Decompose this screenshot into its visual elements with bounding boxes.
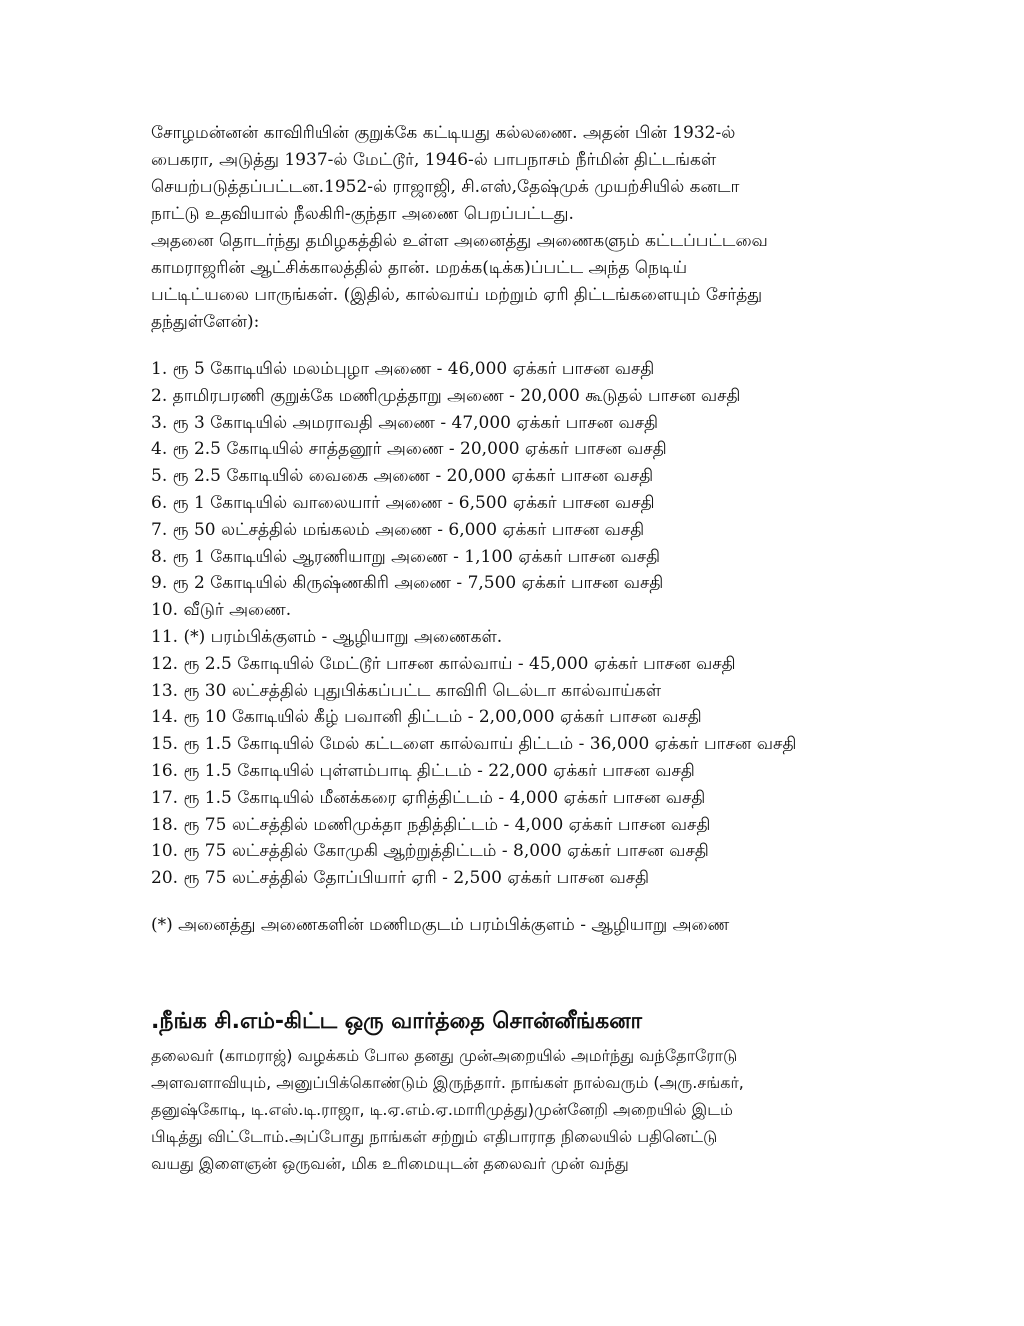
list-item: 14. ரூ 10 கோடியில் கீழ் பவானி திட்டம் - 2,00,000 ஏக்கர் பாசன வசதி [151, 707, 702, 728]
intro-line: தந்துள்ளேன்): [151, 312, 260, 332]
list-item: 10. ரூ 75 லட்சத்தில் கோமுகி ஆற்றுத்திட்டம் - 8,000 ஏக்கர் பாசன வசதி [151, 841, 709, 862]
section-heading: .நீங்க சி.எம்-கிட்ட ஒரு வார்த்தை சொன்னீங்கனா [151, 1008, 643, 1034]
intro-line: பட்டிட்யலை பாருங்கள். (இதில், கால்வாய் மற்றும் ஏரி திட்டங்களையும் சேர்த்து [151, 285, 763, 305]
list-item: 4. ரூ 2.5 கோடியில் சாத்தனூர் அணை - 20,000 ஏக்கர் பாசன வசதி [151, 439, 667, 460]
list-item: 7. ரூ 50 லட்சத்தில் மங்கலம் அணை - 6,000 ஏக்கர் பாசன வசதி [151, 519, 645, 540]
list-item: 16. ரூ 1.5 கோடியில் புள்ளம்பாடி திட்டம் - 22,000 ஏக்கர் பாசன வசதி [151, 760, 695, 781]
list-item: 8. ரூ 1 கோடியில் ஆரணியாறு அணை - 1,100 ஏக்கர் பாசன வசதி [151, 546, 661, 567]
list-item: 10. வீடுர் அணை. [151, 600, 292, 621]
section-line: அளவளாவியும், அனுப்பிக்கொண்டும் இருந்தார். நாங்கள் நால்வரும் (அரு.சங்கர், [151, 1072, 744, 1092]
list-item: 6. ரூ 1 கோடியில் வாலையார் அணை - 6,500 ஏக்கர் பாசன வசதி [151, 492, 655, 513]
list-item: 20. ரூ 75 லட்சத்தில் தோப்பியார் ஏரி - 2,500 ஏக்கர் பாசன வசதி [151, 868, 650, 889]
list-item: 11. (*) பரம்பிக்குளம் - ஆழியாறு அணைகள். [151, 626, 503, 647]
intro-line: செயற்படுத்தப்பட்டன.1952-ல் ராஜாஜி, சி.எஸ்,தேஷ்முக் முயற்சியில் கனடா [151, 177, 740, 197]
section-line: தனுஷ்கோடி, டி.எஸ்.டி.ராஜா, டி.ஏ.எம்.ஏ.மாரிமுத்து)முன்னேறி அறையில் இடம் [151, 1099, 733, 1119]
intro-line: பைகரா, அடுத்து 1937-ல் மேட்டூர், 1946-ல் பாபநாசம் நீர்மின் திட்டங்கள் [151, 150, 717, 170]
footnote: (*) அனைத்து அணைகளின் மணிமகுடம் பரம்பிக்குளம் - ஆழியாறு அணை [151, 914, 730, 935]
list-item: 15. ரூ 1.5 கோடியில் மேல் கட்டளை கால்வாய் திட்டம் - 36,000 ஏக்கர் பாசன வசதி [151, 734, 797, 755]
section-line: பிடித்து விட்டோம்.அப்போது நாங்கள் சற்றும் எதிபாராத நிலையில் பதினெட்டு [151, 1126, 718, 1146]
list-item: 5. ரூ 2.5 கோடியில் வைகை அணை - 20,000 ஏக்கர் பாசன வசதி [151, 466, 654, 487]
list-item: 1. ரூ 5 கோடியில் மலம்புழா அணை - 46,000 ஏக்கர் பாசன வசதி [151, 359, 655, 379]
section-line: வயது இளைஞன் ஒருவன், மிக உரிமையுடன் தலைவர் முன் வந்து [151, 1153, 629, 1173]
document-page [151, 120, 951, 1177]
intro-line: நாட்டு உதவியால் நீலகிரி-குந்தா அணை பெறப்பட்டது. [151, 204, 574, 224]
intro-paragraph [151, 120, 951, 336]
intro-line: அதனை தொடர்ந்து தமிழகத்தில் உள்ள அனைத்து அணைகளும் கட்டப்பட்டவை [151, 231, 768, 251]
list-item: 13. ரூ 30 லட்சத்தில் புதுபிக்கப்பட்ட காவிரி டெல்டா கால்வாய்கள் [151, 680, 662, 701]
dam-project-list [151, 356, 951, 892]
list-item: 2. தாமிரபரணி குறுக்கே மணிமுத்தாறு அணை - 20,000 கூடுதல் பாசன வசதி [151, 385, 741, 406]
list-item: 3. ரூ 3 கோடியில் அமராவதி அணை - 47,000 ஏக்கர் பாசன வசதி [151, 412, 659, 433]
list-item: 17. ரூ 1.5 கோடியில் மீனக்கரை ஏரித்திட்டம் - 4,000 ஏக்கர் பாசன வசதி [151, 787, 706, 808]
section-paragraph [151, 1042, 951, 1177]
list-item: 9. ரூ 2 கோடியில் கிருஷ்ணகிரி அணை - 7,500 ஏக்கர் பாசன வசதி [151, 573, 664, 594]
intro-line: காமராஜரின் ஆட்சிக்காலத்தில் தான். மறக்க(டிக்க)ப்பட்ட அந்த நெடிய் [151, 258, 688, 278]
list-item: 12. ரூ 2.5 கோடியில் மேட்டூர் பாசன கால்வாய் - 45,000 ஏக்கர் பாசன வசதி [151, 653, 736, 674]
intro-line: சோழமன்னன் காவிரியின் குறுக்கே கட்டியது கல்லணை. அதன் பின் 1932-ல் [151, 123, 736, 143]
section-line: தலைவர் (காமராஜ்) வழக்கம் போல தனது முன்அறையில் அமர்ந்து வந்தோரோடு [151, 1045, 738, 1065]
list-item: 18. ரூ 75 லட்சத்தில் மணிமுக்தா நதித்திட்டம் - 4,000 ஏக்கர் பாசன வசதி [151, 814, 711, 835]
